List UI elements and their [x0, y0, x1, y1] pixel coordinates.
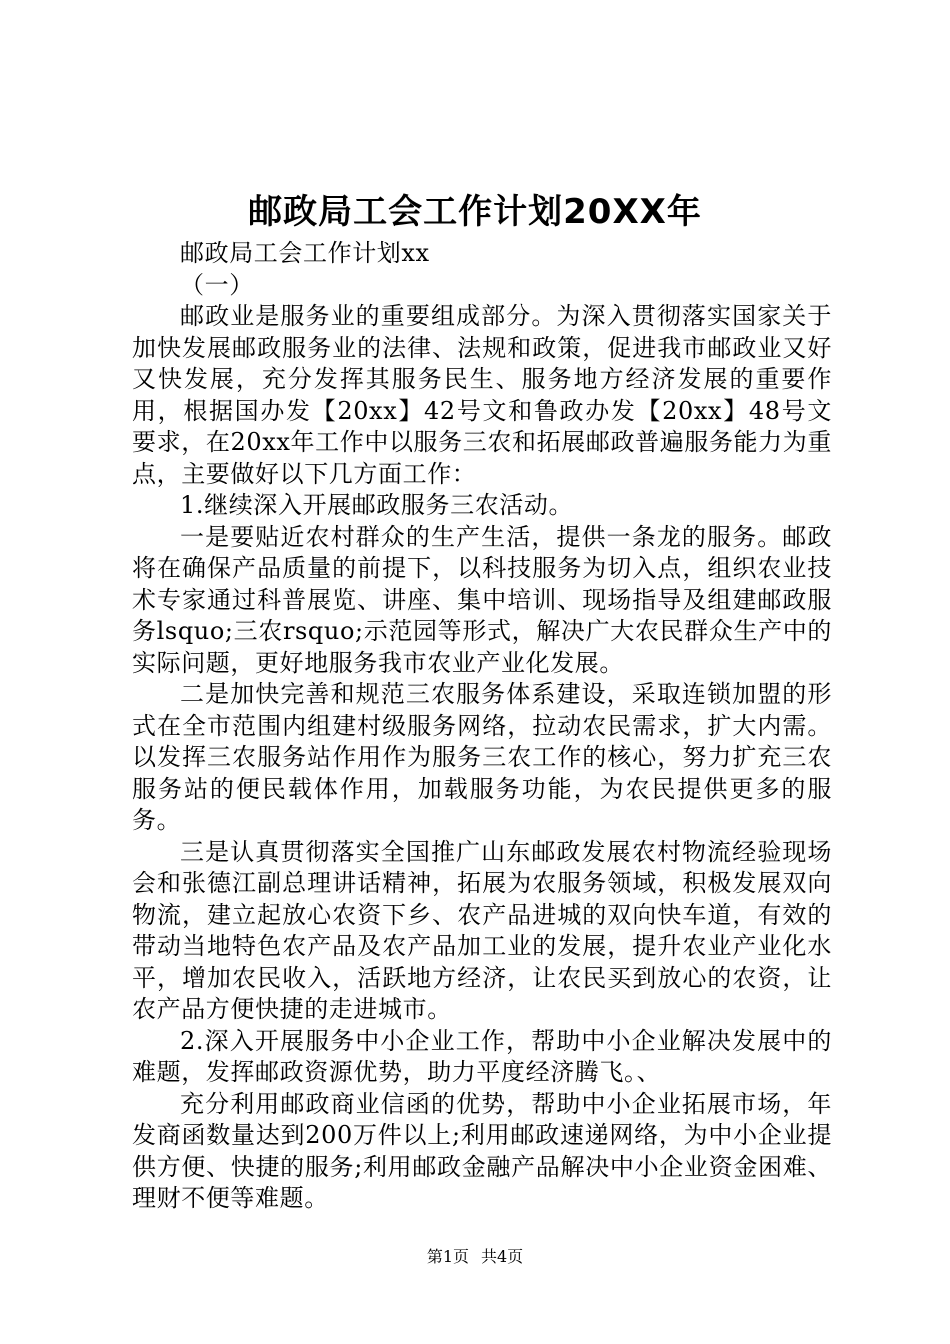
section-marker: （一）: [180, 270, 254, 299]
document-title: 邮政局工会工作计划20XX年: [248, 192, 702, 232]
page-footer: [0, 1244, 950, 1267]
paragraph-intro: 邮政业是服务业的重要组成部分。为深入贯彻落实国家关于加快发展邮政服务业的法律、法规和政策，促进我市邮政业又好又快发展，充分发挥其服务民生、服务地方经济发展的重要作用，根据国办发【20xx】42号文和鲁政办发【20xx】48号文要求，在20xx年工作中以服务三农和拓展邮政普遍服务能力为重点，主要做好以下几方面工作：: [132, 302, 832, 488]
document-body: [132, 238, 832, 1215]
paragraph-item-2-heading: 2.深入开展服务中小企业工作，帮助中小企业解决发展中的难题，发挥邮政资源优势，助力平度经济腾飞。、: [132, 1026, 832, 1086]
paragraph-point-one: 一是要贴近农村群众的生产生活，提供一条龙的服务。邮政将在确保产品质量的前提下，以科技服务为切入点，组织农业技术专家通过科普展览、讲座、集中培训、现场指导及组建邮政服务lsquo;三农rsquo;示范园等形式，解决广大农民群众生产中的实际问题，更好地服务我市农业产业化发展。: [132, 522, 832, 677]
paragraph-point-three: 三是认真贯彻落实全国推广山东邮政发展农村物流经验现场会和张德江副总理讲话精神，拓展为农服务领域，积极发展双向物流，建立起放心农资下乡、农产品进城的双向快车道，有效的带动当地特色农产品及农产品加工业的发展，提升农业产业化水平，增加农民收入，活跃地方经济，让农民买到放心的农资，让农产品方便快捷的走进城市。: [132, 837, 832, 1023]
paragraph-sme-services: 充分利用邮政商业信函的优势，帮助中小企业拓展市场，年发商函数量达到200万件以上;利用邮政速递网络，为中小企业提供方便、快捷的服务;利用邮政金融产品解决中小企业资金困难、理财不便等难题。: [132, 1089, 832, 1212]
document-subtitle: 邮政局工会工作计划xx: [180, 239, 430, 267]
page-number: 第1页: [426, 1247, 469, 1266]
page-total: 共4页: [481, 1247, 524, 1266]
paragraph-point-two: 二是加快完善和规范三农服务体系建设，采取连锁加盟的形式在全市范围内组建村级服务网络，拉动农民需求，扩大内需。以发挥三农服务站作用作为服务三农工作的核心，努力扩充三农服务站的便民载体作用，加载服务功能，为农民提供更多的服务。: [132, 680, 832, 834]
paragraph-item-1-heading: 1.继续深入开展邮政服务三农活动。: [180, 491, 574, 519]
